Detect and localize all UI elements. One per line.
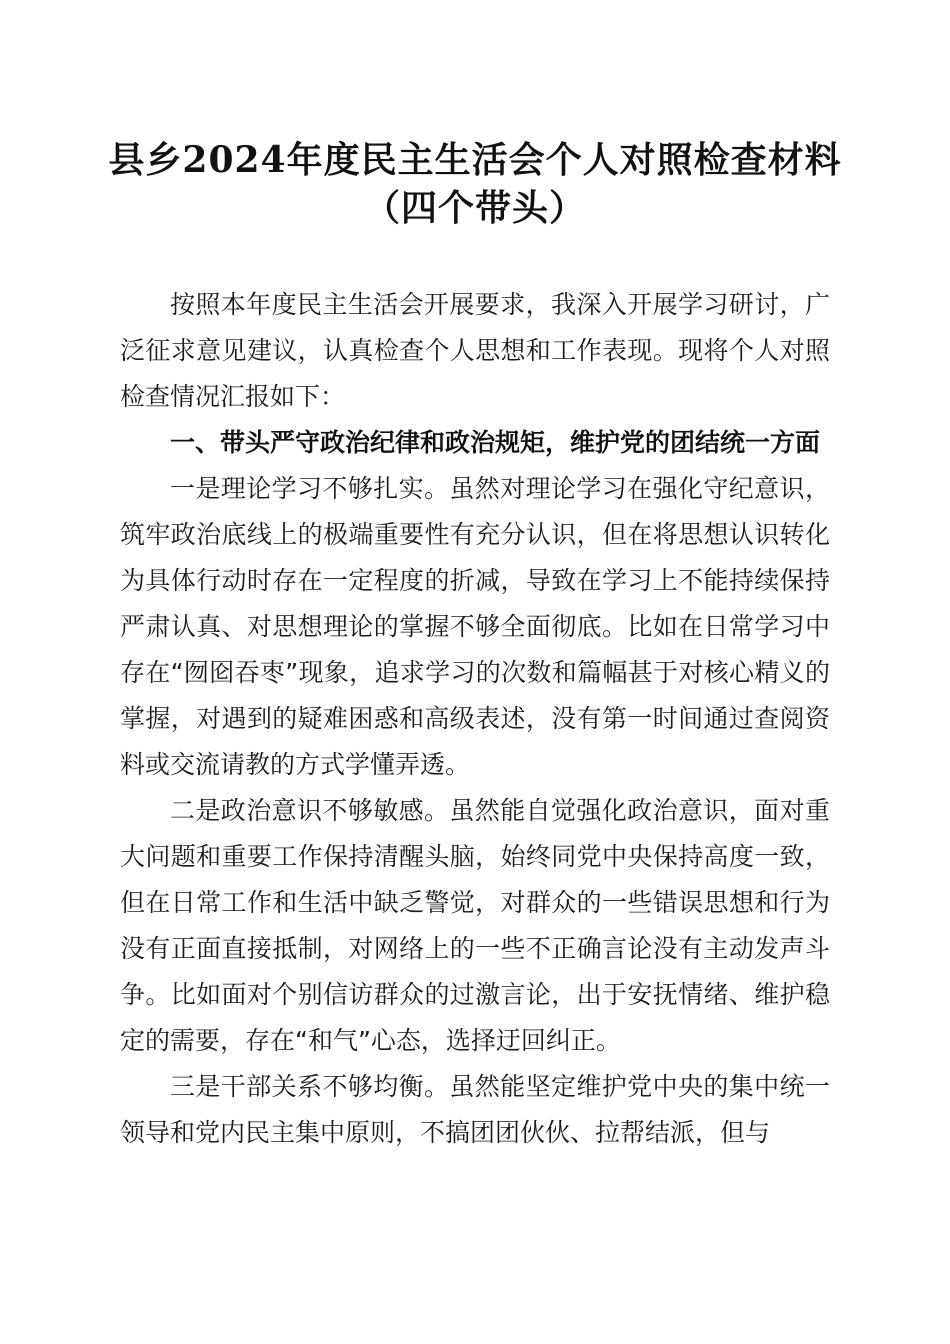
item-text-3: 虽然能坚定维护党中央的集中统一领导和党内民主集中原则，不搞团团伙伙、拉帮结派，但与 bbox=[120, 1072, 830, 1147]
title-line-main: 县乡2024年度民主生活会个人对照检查材料 bbox=[108, 139, 842, 181]
item-lead-1: 一是理论学习不够扎实。 bbox=[170, 474, 450, 503]
item-lead-2: 二是政治意识不够敏感。 bbox=[170, 796, 450, 825]
item-lead-3: 三是干部关系不够均衡。 bbox=[170, 1072, 450, 1101]
item-text-1: 虽然对理论学习在强化守纪意识，筑牢政治底线上的极端重要性有充分认识，但在将思想认识转化为具体行动时存在一定程度的折减，导致在学习上不能持续保持严肃认真、对思想理论的掌握不够全面彻底。比如在日常学习中存在“囫囵吞枣”现象，追求学习的次数和篇幅甚于对核心精义的掌握，对遇到的疑难困惑和高级表述，没有第一时间通过查阅资料或交流请教的方式学懂弄透。 bbox=[120, 474, 830, 779]
section-heading: 一、带头严守政治纪律和政治规矩，维护党的团结统一方面 bbox=[170, 428, 821, 457]
intro-paragraph: 按照本年度民主生活会开展要求，我深入开展学习研讨，广泛征求意见建议，认真检查个人思想和工作表现。现将个人对照检查情况汇报如下： bbox=[120, 290, 830, 411]
title-line-sub: （四个带头） bbox=[363, 187, 586, 229]
item-text-2: 虽然能自觉强化政治意识，面对重大问题和重要工作保持清醒头脑，始终同党中央保持高度一致，但在日常工作和生活中缺乏警觉，对群众的一些错误思想和行为没有正面直接抵制，对网络上的一些不正确言论没有主动发声斗争。比如面对个别信访群众的过激言论，出于安抚情绪、维护稳定的需要，存在“和气”心态，选择迂回纠正。 bbox=[120, 796, 830, 1055]
item-paragraph-3 bbox=[120, 1064, 830, 1156]
item-paragraph-1 bbox=[120, 466, 830, 788]
document-body bbox=[120, 282, 830, 1156]
item-paragraph-2 bbox=[120, 788, 830, 1064]
document-title bbox=[0, 136, 950, 232]
